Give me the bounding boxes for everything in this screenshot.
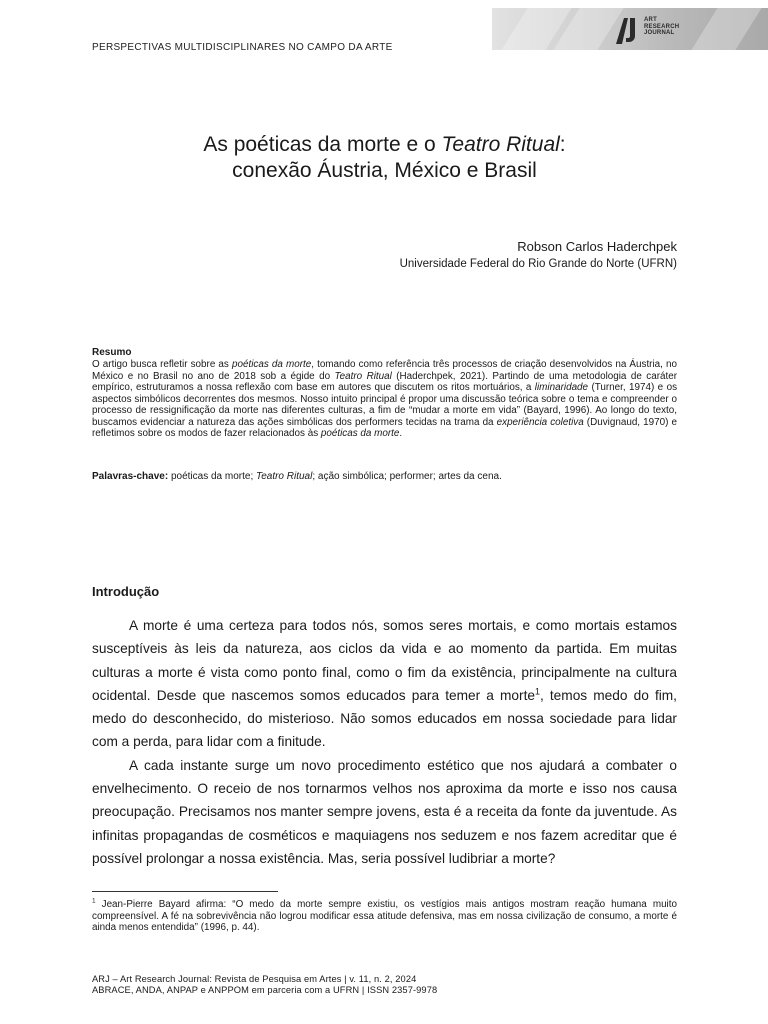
abstract-s3: (Haderchpek, 2021). Partindo de uma metodologia de caráter empírico, estruturamos a nossa reflexão com base em autores que discutem os ritos mortuários, a bbox=[92, 370, 677, 393]
paragraph-2: A cada instante surge um novo procedimento estético que nos ajudará a combater o envelhecimento. O receio de nos tornarmos velhos nos aproxima da morte e isso nos causa preocupação. Precisamos nos manter sempre jovens, esta é a receita da fonte da juventude. As infinitas propagandas de cosméticos e maquiagens nos seduzem e nos fazem acreditar que é possível prolongar a nossa existência. Mas, seria possível ludibriar a morte? bbox=[92, 757, 677, 866]
abstract-s6: . bbox=[399, 428, 403, 439]
abstract-label: Resumo bbox=[92, 347, 132, 358]
paragraph-1-a: A morte é uma certeza para todos nós, somos seres mortais, e como mortais estamos susceptíveis às leis da natureza, aos ciclos da vida e ao momento da partida. Em muitas culturas a morte é vista como ponto final, como o fim da existência, principalmente na cultura ocidental. Desde que nascemos somos educados para temer a morte bbox=[92, 618, 677, 703]
abstract-i4: experiência coletiva bbox=[496, 416, 584, 428]
abstract-s2: , tomando como referência três processos de criação desenvolvidos na Áustria, no México e no Brasil no ano de 2018 sob a égide do bbox=[92, 359, 677, 382]
logo-text bbox=[644, 17, 679, 37]
abstract-i3: liminaridade bbox=[534, 382, 589, 393]
keywords-k1: poéticas da morte; bbox=[168, 471, 256, 482]
title-part1: As poéticas da morte e o bbox=[203, 133, 442, 156]
paragraph-1 bbox=[92, 614, 677, 754]
logo-line-art: ART bbox=[644, 17, 657, 23]
keywords bbox=[92, 471, 677, 482]
title-line2: conexão Áustria, México e Brasil bbox=[232, 159, 537, 182]
abstract-i5: poéticas da morte bbox=[320, 428, 400, 439]
abstract-text bbox=[92, 359, 677, 440]
body-text bbox=[92, 614, 677, 870]
author-name: Robson Carlos Haderchpek bbox=[517, 239, 677, 254]
footnote-text: Jean-Pierre Bayard afirma: “O medo da morte sempre existiu, os vestígios mais antigos mostram reação humana muito compreensível. A fé na sobrevivência não logrou modificar essa atitude defensiva, mas em nossa civilização de consumo, a morte é ainda menos entendida” (1996, p. 44). bbox=[92, 899, 677, 934]
abstract-s1: O artigo busca refletir sobre as bbox=[92, 359, 232, 370]
footnote-divider bbox=[92, 891, 278, 892]
page-footer bbox=[92, 974, 437, 996]
footer-line2: ABRACE, ANDA, ANPAP e ANPPOM em parceria com a UFRN | ISSN 2357-9978 bbox=[92, 985, 438, 995]
author-affiliation: Universidade Federal do Rio Grande do Norte (UFRN) bbox=[399, 258, 677, 270]
arj-logo-icon bbox=[616, 16, 640, 44]
abstract-s4: (Turner, 1974) e os aspectos simbólicos decorrentes dos mesmos. Nosso intuito principal é propor uma discussão teórica sobre o tema e compreender o processo de ressignificação da morte nas diferentes culturas, a fim de “mudar a morte em vida” (Bayard, 1996). Ao longo do texto, buscamos evidenciar a natureza das ações simbólicas dos performers tecidas na trama da bbox=[92, 382, 678, 428]
article-title bbox=[92, 132, 677, 184]
keywords-label: Palavras-chave: bbox=[92, 471, 169, 482]
footnote bbox=[92, 899, 677, 934]
abstract-i2: Teatro Ritual bbox=[334, 370, 392, 382]
logo-line-journal: JOURNAL bbox=[644, 30, 675, 36]
abstract-s5: (Duvignaud, 1970) e refletimos sobre os modos de fazer relacionados às bbox=[92, 416, 677, 439]
keywords-k3: ; ação simbólica; performer; artes da cena. bbox=[312, 471, 502, 482]
logo-line-research: RESEARCH bbox=[644, 23, 680, 30]
footnote-ref[interactable]: 1 bbox=[535, 686, 540, 697]
paragraph-1-b: , temos medo do fim, medo do desconhecido, do misterioso. Não somos educados em nossa sociedade para lidar com a perda, para lidar com a finitude. bbox=[92, 687, 677, 750]
abstract-i1: poéticas da morte bbox=[231, 359, 312, 370]
footer-line1: ARJ – Art Research Journal: Revista de Pesquisa em Artes | v. 11, n. 2, 2024 bbox=[92, 974, 417, 984]
section-heading: Introdução bbox=[92, 584, 160, 599]
footnote-number: 1 bbox=[92, 897, 96, 905]
running-head: PERSPECTIVAS MULTIDISCIPLINARES NO CAMPO DA ARTE bbox=[92, 42, 393, 53]
title-part2: : bbox=[559, 133, 566, 156]
title-italic: Teatro Ritual bbox=[441, 133, 560, 156]
keywords-k2: Teatro Ritual bbox=[256, 471, 313, 482]
